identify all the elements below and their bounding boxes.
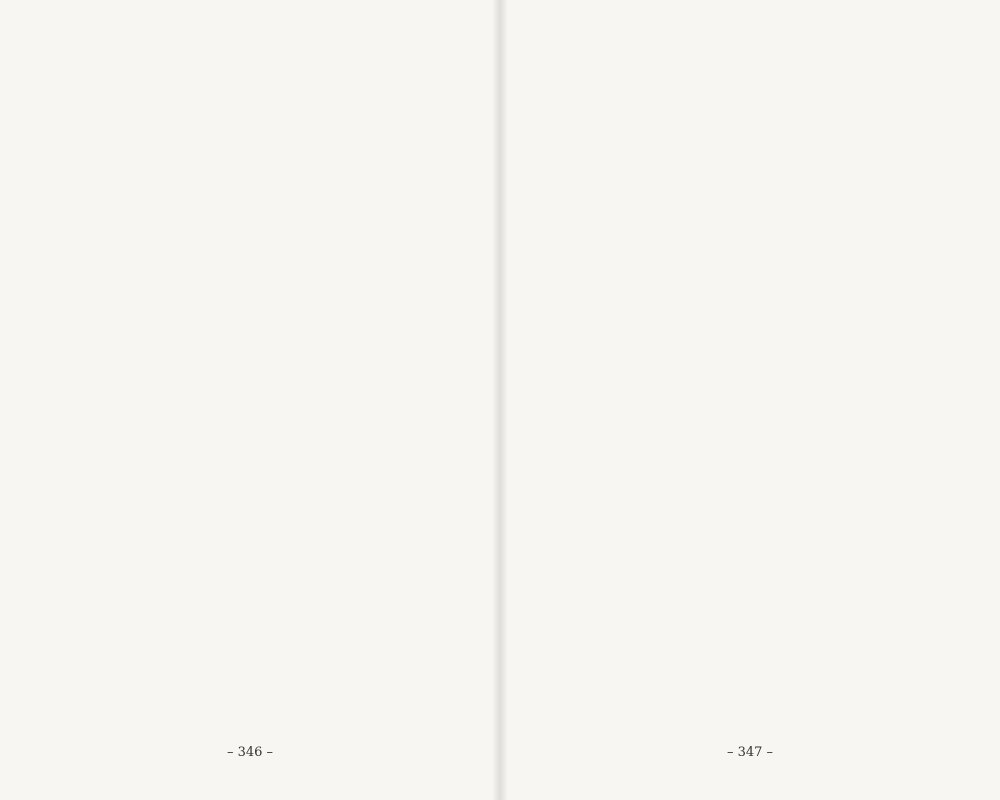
book-gutter — [492, 0, 508, 800]
left-page-number: – 346 – — [226, 745, 274, 760]
right-page-number: – 347 – — [726, 745, 774, 760]
right-page — [500, 0, 1000, 800]
